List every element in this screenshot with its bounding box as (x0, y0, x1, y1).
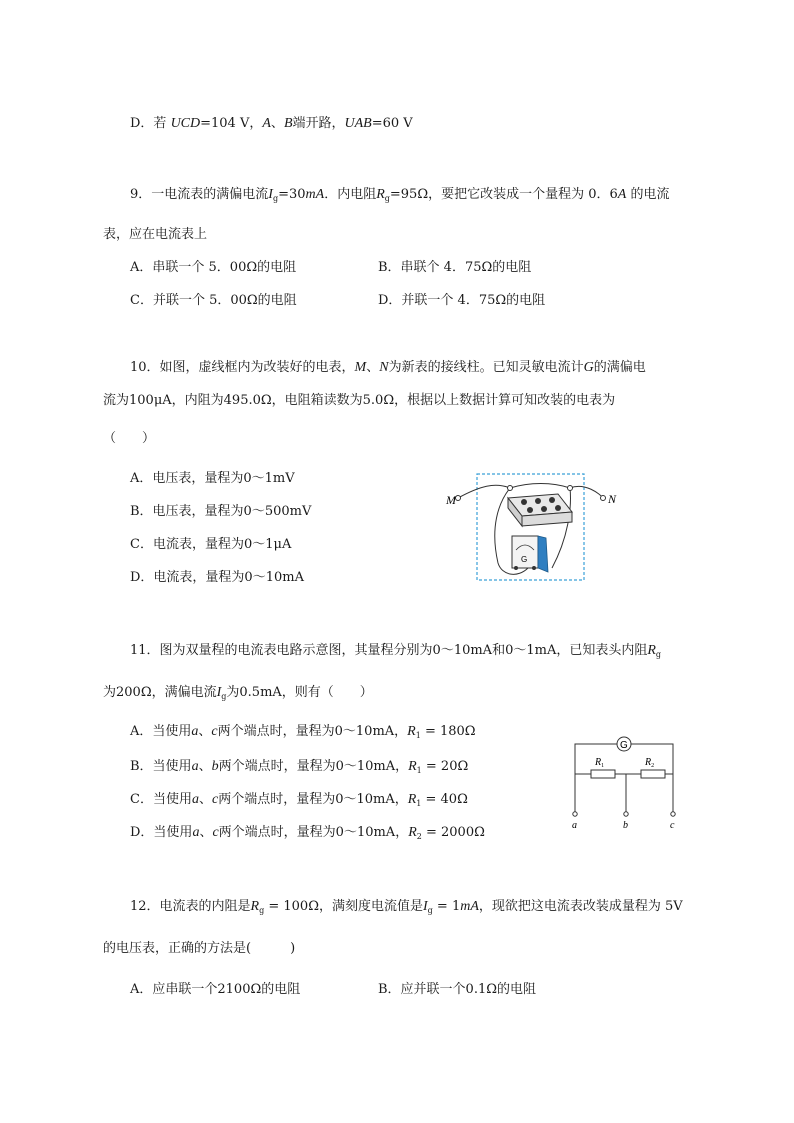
galvanometer-terminal-right (532, 566, 536, 570)
q11-stem-line2: 为200Ω，满偏电流$I_g$为0.5mA，则有（ ） (103, 685, 373, 701)
terminal-n (601, 496, 606, 501)
terminal-a (573, 812, 577, 816)
galvanometer-stand (538, 536, 548, 572)
galvanometer-label: G (620, 740, 628, 751)
label-r2: $R_2$ (645, 757, 655, 769)
wire-top (510, 484, 570, 489)
label-r1: $R_1$ (595, 757, 605, 769)
label-n: N (608, 492, 617, 506)
q11-option-b: B．当使用a、b两个端点时，量程为0～10mA，$R_1 = 20\Omega$ (130, 759, 469, 775)
q10-stem-line2: 流为100μA，内阻为495.0Ω，电阻箱读数为5.0Ω，根据以上数据计算可知改装的电表为 (103, 393, 616, 408)
q9-stem-line1: 9．一电流表的满偏电流$I_g=30mA$．内电阻$R_g=95\Omega$，要把它改装成一个量程为 0．6A 的电流 (130, 187, 670, 203)
resistor-r2 (641, 770, 665, 778)
galvanometer-terminal-left (514, 566, 518, 570)
label-a: a (572, 820, 577, 831)
q12-stem-line2: 的电压表，正确的方法是( ) (103, 941, 296, 956)
label-b: b (623, 820, 628, 831)
q10-option-a: A．电压表，量程为0～1mV (130, 471, 295, 486)
wire-n (570, 486, 603, 498)
q9-option-c: C．并联一个 5．00Ω的电阻 (130, 293, 297, 308)
terminal-b (624, 812, 628, 816)
q9-option-d: D．并联一个 4．75Ω的电阻 (378, 293, 546, 308)
q10-stem-line1: 10．如图，虚线框内为改装好的电表，M、N为新表的接线柱。已知灵敏电流计G的满偏电 (130, 360, 646, 375)
galvanometer-label: G (521, 555, 528, 564)
q11-option-c: C．当使用a、c两个端点时，量程为0～10mA，$R_1 = 40\Omega$ (130, 792, 468, 808)
q10-meter-figure (440, 468, 630, 586)
q11-stem-line1: 11．图为双量程的电流表电路示意图，其量程分别为0～10mA和0～1mA，已知表头内阻$R_g$ (130, 643, 662, 659)
resistor-r1 (591, 770, 615, 778)
q11-option-d: D．当使用a、c两个端点时，量程为0～10mA，$R_2 = 2000\Omega$ (130, 825, 485, 841)
wire-m (458, 485, 510, 498)
terminal-m (456, 496, 461, 501)
q11-option-a: A．当使用a、c两个端点时，量程为0～10mA，$R_1 = 180\Omega$ (130, 724, 476, 740)
junction-right (568, 486, 573, 491)
q12-stem-line1: 12．电流表的内阻是$R_g = 100\Omega$，满刻度电流值是$I_g = 1mA$，现欲把这电流表改装成量程为 5V (130, 899, 683, 915)
terminal-c (671, 812, 675, 816)
q11-circuit-figure (565, 732, 685, 832)
q10-option-c: C．电流表，量程为0～1μA (130, 537, 292, 552)
q9-option-a: A．串联一个 5．00Ω的电阻 (130, 260, 297, 275)
q8-option-d: D．若 UCD=104 V，A、B端开路，UAB=60 V (130, 116, 413, 131)
q10-stem-line3: （ ） (103, 431, 156, 446)
q12-option-b: B．应并联一个0.1Ω的电阻 (378, 982, 537, 997)
q10-option-b: B．电压表，量程为0～500mV (130, 504, 312, 519)
label-m: M (446, 493, 456, 507)
q10-option-d: D．电流表，量程为0～10mA (130, 570, 304, 585)
q9-stem-line2: 表，应在电流表上 (103, 227, 208, 242)
label-c: c (670, 820, 675, 831)
q12-option-a: A．应串联一个2100Ω的电阻 (130, 982, 301, 997)
q9-option-b: B．串联个 4．75Ω的电阻 (378, 260, 532, 275)
junction-left (508, 486, 513, 491)
